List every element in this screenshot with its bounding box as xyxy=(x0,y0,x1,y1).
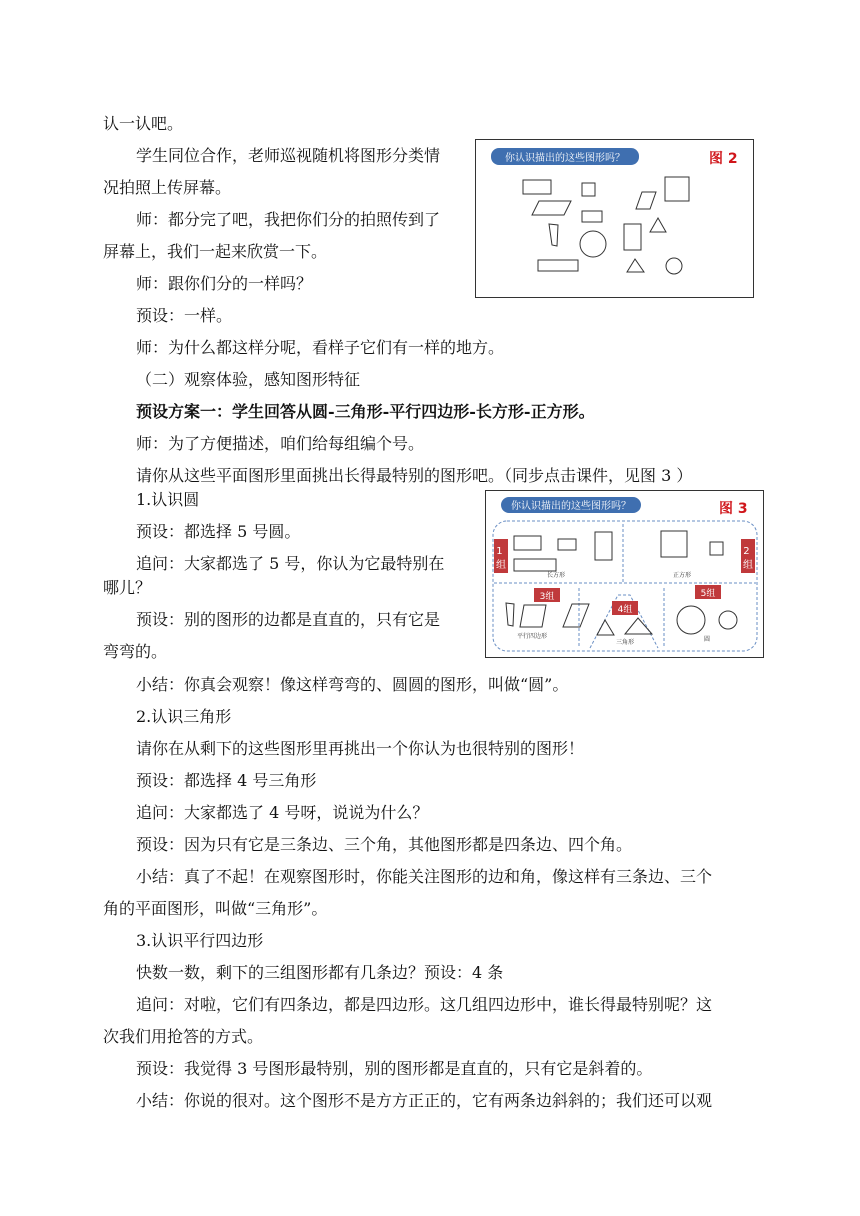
svg-text:1 组: 1 组 xyxy=(496,546,506,571)
square-shape xyxy=(665,177,689,201)
group-1-caption: 长方形 xyxy=(546,572,566,579)
text-line: 学生同位合作，老师巡视随机将图形分类情 xyxy=(136,146,441,165)
text-line: 预设：一样。 xyxy=(136,306,233,325)
text-line: 次我们用抢答的方式。 xyxy=(103,1027,264,1046)
figure-3-banner-text: 你认识描出的这些图形吗？ xyxy=(511,501,631,512)
text-line: 快数一数，剩下的三组图形都有几条边？预设：4 条 xyxy=(136,963,504,982)
text-line: 况拍照上传屏幕。 xyxy=(103,178,232,197)
text-line: 预设：因为只有它是三条边、三个角，其他图形都是四条边、四个角。 xyxy=(136,835,633,854)
figure-2-label: 图 2 xyxy=(709,151,738,167)
group-2-tag-text: 2 xyxy=(743,546,750,557)
text-line: 追问：大家都选了 4 号呀，说说为什么？ xyxy=(136,803,429,822)
group-4-caption: 三角形 xyxy=(615,639,635,646)
circle-shape xyxy=(666,258,682,274)
text-line: 屏幕上，我们一起来欣赏一下。 xyxy=(103,242,328,261)
square-shape xyxy=(661,531,687,557)
text-line: 追问：对啦，它们有四条边，都是四边形。这几组四边形中，谁长得最特别呢？这 xyxy=(136,995,713,1014)
parallelogram-shape xyxy=(506,603,514,626)
group-4-tag-text: 4组 xyxy=(617,605,633,615)
text-line: 预设：别的图形的边都是直直的，只有它是 xyxy=(136,610,441,629)
circle-shape xyxy=(719,611,737,629)
parallelogram-shape xyxy=(532,201,571,215)
text-line: 预设：都选择 4 号三角形 xyxy=(136,771,317,790)
text-line: 认一认吧。 xyxy=(103,114,184,133)
subsection-heading: 2.认识三角形 xyxy=(136,707,232,726)
text-line: 师：为了方便描述，咱们给每组编个号。 xyxy=(136,434,425,453)
text-line: 请你在从剩下的这些图形里再挑出一个你认为也很特别的图形！ xyxy=(136,739,585,758)
preset-plan-heading: 预设方案一：学生回答从圆-三角形-平行四边形-长方形-正方形。 xyxy=(136,402,595,421)
group-5-caption: 圆 xyxy=(703,636,711,643)
rectangle-shape xyxy=(582,211,602,222)
rectangle-shape xyxy=(595,532,612,560)
circle-shape xyxy=(677,606,705,634)
group-3-caption: 平行四边形 xyxy=(516,633,548,640)
svg-text:2 组: 2 组 xyxy=(743,546,753,571)
triangle-shape xyxy=(627,259,644,272)
section-heading: （二）观察体验，感知图形特征 xyxy=(136,370,361,389)
text-line: 小结：你真会观察！像这样弯弯的、圆圆的图形，叫做“圆”。 xyxy=(136,675,569,694)
text-line: 追问：大家都选了 5 号，你认为它最特别在 xyxy=(136,554,445,573)
parallelogram-shape xyxy=(563,604,589,627)
group-3-tag-text: 3组 xyxy=(539,592,555,602)
triangle-shape xyxy=(625,618,652,634)
group-2-caption: 正方形 xyxy=(672,572,692,579)
text-line: 小结：真了不起！在观察图形时，你能关注图形的边和角，像这样有三条边、三个 xyxy=(136,867,713,886)
rectangle-shape xyxy=(514,559,556,571)
group-1-tag-text: 1 xyxy=(496,546,503,557)
rectangle-shape xyxy=(538,260,578,271)
rectangle-shape xyxy=(523,180,551,194)
figure-3-label: 图 3 xyxy=(719,501,748,517)
square-shape xyxy=(710,542,723,555)
subsection-heading: 1.认识圆 xyxy=(136,490,200,509)
rectangle-shape xyxy=(624,224,641,250)
circle-shape xyxy=(580,231,606,257)
group-5-tag-text: 5组 xyxy=(700,589,716,599)
figure-3 xyxy=(485,490,764,658)
subsection-heading: 3.认识平行四边形 xyxy=(136,931,264,950)
text-line: 预设：都选择 5 号圆。 xyxy=(136,522,301,541)
figure-2-shapes xyxy=(476,140,753,297)
figure-2 xyxy=(475,139,754,298)
text-line: 预设：我觉得 3 号图形最特别，别的图形都是直直的，只有它是斜着的。 xyxy=(136,1059,653,1078)
text-line: 哪儿？ xyxy=(103,578,152,597)
parallelogram-shape xyxy=(636,192,656,209)
text-line: 师：跟你们分的一样吗？ xyxy=(136,274,313,293)
square-shape xyxy=(582,183,595,196)
text-line: 师：都分完了吧，我把你们分的拍照传到了 xyxy=(136,210,441,229)
rectangle-shape xyxy=(514,536,541,550)
triangle-shape xyxy=(597,620,614,635)
text-line: 请你从这些平面图形里面挑出长得最特别的图形吧。（同步点击课件，见图 3 ） xyxy=(136,466,693,485)
triangle-shape xyxy=(650,218,666,232)
text-line: 小结：你说的很对。这个图形不是方方正正的，它有两条边斜斜的；我们还可以观 xyxy=(136,1091,713,1110)
text-line: 弯弯的。 xyxy=(103,642,168,661)
rectangle-shape xyxy=(558,539,576,550)
trapezoid-shape xyxy=(549,224,558,246)
text-line: 角的平面图形，叫做“三角形”。 xyxy=(103,899,328,918)
figure-2-banner-text: 你认识描出的这些图形吗？ xyxy=(505,153,625,164)
parallelogram-shape xyxy=(520,605,546,627)
text-line: 师：为什么都这样分呢，看样子它们有一样的地方。 xyxy=(136,338,505,357)
figure-3-shapes xyxy=(486,491,763,657)
